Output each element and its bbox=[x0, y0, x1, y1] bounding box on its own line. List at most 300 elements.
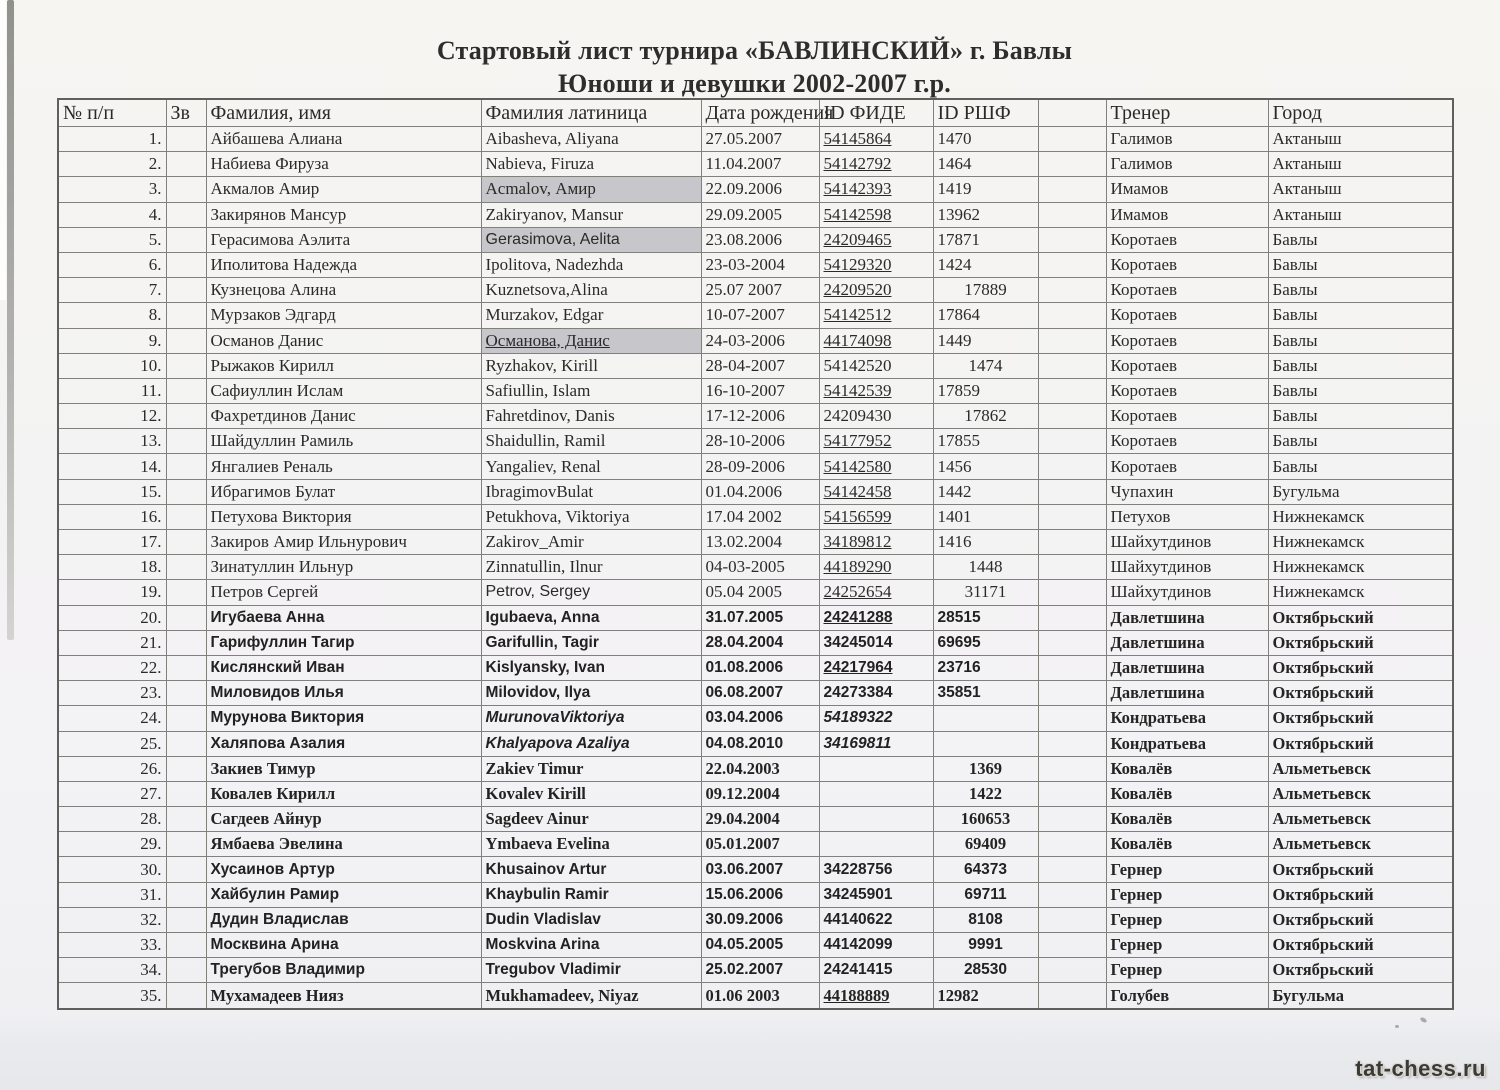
player-latin-name-cell: Zakiev Timur bbox=[481, 756, 701, 781]
player-name-cell: Иполитова Надежда bbox=[206, 252, 481, 277]
fide-id-cell: 54142512 bbox=[819, 303, 933, 328]
rank-cell bbox=[166, 152, 206, 177]
trainer-cell: Кондратьева bbox=[1106, 706, 1268, 731]
fide-id-cell: 54189322 bbox=[819, 706, 933, 731]
trainer-cell: Галимов bbox=[1106, 152, 1268, 177]
player-name-cell: Шайдуллин Рамиль bbox=[206, 429, 481, 454]
rank-cell bbox=[166, 252, 206, 277]
city-cell: Бугульма bbox=[1268, 983, 1453, 1009]
empty-cell bbox=[1038, 630, 1106, 655]
rank-cell bbox=[166, 832, 206, 857]
birth-date-cell: 01.08.2006 bbox=[701, 655, 819, 680]
birth-date-cell: 03.04.2006 bbox=[701, 706, 819, 731]
player-row bbox=[58, 907, 1453, 932]
player-latin-name-cell: Safiullin, Islam bbox=[481, 378, 701, 403]
rshf-id-cell bbox=[933, 706, 1038, 731]
city-cell: Нижнекамск bbox=[1268, 530, 1453, 555]
fide-id-cell: 44140622 bbox=[819, 907, 933, 932]
birth-date-cell: 24-03-2006 bbox=[701, 328, 819, 353]
fide-id-cell: 44174098 bbox=[819, 328, 933, 353]
header-cell-7 bbox=[1038, 99, 1106, 127]
header-cell-9: Город bbox=[1268, 99, 1453, 127]
birth-date-cell: 09.12.2004 bbox=[701, 781, 819, 806]
empty-cell bbox=[1038, 706, 1106, 731]
row-number-cell: 27. bbox=[58, 781, 166, 806]
player-row bbox=[58, 429, 1453, 454]
row-number-cell: 22. bbox=[58, 655, 166, 680]
row-number-cell: 31. bbox=[58, 882, 166, 907]
rank-cell bbox=[166, 378, 206, 403]
birth-date-cell: 05.04 2005 bbox=[701, 580, 819, 605]
row-number-cell: 18. bbox=[58, 555, 166, 580]
rank-cell bbox=[166, 580, 206, 605]
rshf-id-cell: 1464 bbox=[933, 152, 1038, 177]
player-row bbox=[58, 857, 1453, 882]
rshf-id-cell: 1456 bbox=[933, 454, 1038, 479]
player-row bbox=[58, 681, 1453, 706]
header-cell-6: ID РШФ bbox=[933, 99, 1038, 127]
player-name-cell: Москвина Арина bbox=[206, 933, 481, 958]
player-name-cell: Кузнецова Алина bbox=[206, 278, 481, 303]
rshf-id-cell: 17859 bbox=[933, 378, 1038, 403]
empty-cell bbox=[1038, 807, 1106, 832]
rank-cell bbox=[166, 706, 206, 731]
city-cell: Альметьевск bbox=[1268, 807, 1453, 832]
fide-id-cell: 24241288 bbox=[819, 605, 933, 630]
city-cell: Бугульма bbox=[1268, 479, 1453, 504]
rank-cell bbox=[166, 781, 206, 806]
row-number-cell: 35. bbox=[58, 983, 166, 1009]
table-header-row bbox=[58, 99, 1453, 127]
player-name-cell: Халяпова Азалия bbox=[206, 731, 481, 756]
fide-id-cell: 24252654 bbox=[819, 580, 933, 605]
player-latin-name-cell: Shaidullin, Ramil bbox=[481, 429, 701, 454]
rshf-id-cell: 12982 bbox=[933, 983, 1038, 1009]
player-latin-name-cell: Khaybulin Ramir bbox=[481, 882, 701, 907]
empty-cell bbox=[1038, 429, 1106, 454]
empty-cell bbox=[1038, 681, 1106, 706]
row-number-cell: 32. bbox=[58, 907, 166, 932]
trainer-cell: Гернер bbox=[1106, 958, 1268, 983]
trainer-cell: Шайхутдинов bbox=[1106, 555, 1268, 580]
rshf-id-cell: 17889 bbox=[933, 278, 1038, 303]
birth-date-cell: 15.06.2006 bbox=[701, 882, 819, 907]
fide-id-cell: 54142393 bbox=[819, 177, 933, 202]
fide-id-cell: 34245014 bbox=[819, 630, 933, 655]
player-latin-name-cell: MurunovaViktoriya bbox=[481, 706, 701, 731]
city-cell: Бавлы bbox=[1268, 378, 1453, 403]
trainer-cell: Коротаев bbox=[1106, 429, 1268, 454]
player-row bbox=[58, 958, 1453, 983]
row-number-cell: 25. bbox=[58, 731, 166, 756]
empty-cell bbox=[1038, 832, 1106, 857]
row-number-cell: 28. bbox=[58, 807, 166, 832]
player-row bbox=[58, 605, 1453, 630]
player-name-cell: Янгалиев Реналь bbox=[206, 454, 481, 479]
city-cell: Бавлы bbox=[1268, 353, 1453, 378]
fide-id-cell: 24209430 bbox=[819, 404, 933, 429]
rank-cell bbox=[166, 303, 206, 328]
player-row bbox=[58, 177, 1453, 202]
rshf-id-cell: 35851 bbox=[933, 681, 1038, 706]
fide-id-cell bbox=[819, 807, 933, 832]
trainer-cell: Ковалёв bbox=[1106, 807, 1268, 832]
birth-date-cell: 03.06.2007 bbox=[701, 857, 819, 882]
player-latin-name-cell: Ymbaeva Evelina bbox=[481, 832, 701, 857]
row-number-cell: 2. bbox=[58, 152, 166, 177]
player-latin-name-cell: Mukhamadeev, Niyaz bbox=[481, 983, 701, 1009]
rshf-id-cell bbox=[933, 731, 1038, 756]
player-latin-name-cell: Acmalov, Амир bbox=[481, 177, 701, 202]
rank-cell bbox=[166, 630, 206, 655]
document-title bbox=[57, 34, 1452, 100]
rank-cell bbox=[166, 731, 206, 756]
rshf-id-cell: 31171 bbox=[933, 580, 1038, 605]
city-cell: Октябрьский bbox=[1268, 605, 1453, 630]
trainer-cell: Чупахин bbox=[1106, 479, 1268, 504]
row-number-cell: 17. bbox=[58, 530, 166, 555]
rshf-id-cell: 160653 bbox=[933, 807, 1038, 832]
city-cell: Нижнекамск bbox=[1268, 504, 1453, 529]
row-number-cell: 15. bbox=[58, 479, 166, 504]
player-name-cell: Закиров Амир Ильнурович bbox=[206, 530, 481, 555]
birth-date-cell: 13.02.2004 bbox=[701, 530, 819, 555]
fide-id-cell: 54177952 bbox=[819, 429, 933, 454]
trainer-cell: Давлетшина bbox=[1106, 630, 1268, 655]
rshf-id-cell: 17862 bbox=[933, 404, 1038, 429]
empty-cell bbox=[1038, 177, 1106, 202]
empty-cell bbox=[1038, 378, 1106, 403]
trainer-cell: Коротаев bbox=[1106, 252, 1268, 277]
player-latin-name-cell: Garifullin, Tagir bbox=[481, 630, 701, 655]
empty-cell bbox=[1038, 933, 1106, 958]
trainer-cell: Ковалёв bbox=[1106, 756, 1268, 781]
city-cell: Бавлы bbox=[1268, 429, 1453, 454]
player-row bbox=[58, 882, 1453, 907]
player-row bbox=[58, 807, 1453, 832]
rshf-id-cell: 17864 bbox=[933, 303, 1038, 328]
player-latin-name-cell: Zinnatullin, Ilnur bbox=[481, 555, 701, 580]
rank-cell bbox=[166, 202, 206, 227]
player-name-cell: Петров Сергей bbox=[206, 580, 481, 605]
city-cell: Октябрьский bbox=[1268, 933, 1453, 958]
row-number-cell: 21. bbox=[58, 630, 166, 655]
birth-date-cell: 23-03-2004 bbox=[701, 252, 819, 277]
rank-cell bbox=[166, 353, 206, 378]
player-name-cell: Сафиуллин Ислам bbox=[206, 378, 481, 403]
player-name-cell: Гарифуллин Тагир bbox=[206, 630, 481, 655]
player-name-cell: Ибрагимов Булат bbox=[206, 479, 481, 504]
rank-cell bbox=[166, 479, 206, 504]
birth-date-cell: 01.04.2006 bbox=[701, 479, 819, 504]
player-latin-name-cell: Petrov, Sergey bbox=[481, 580, 701, 605]
birth-date-cell: 28-04-2007 bbox=[701, 353, 819, 378]
title-line-1: Стартовый лист турнира «БАВЛИНСКИЙ» г. Бавлы bbox=[436, 36, 1073, 65]
rshf-id-cell: 1470 bbox=[933, 127, 1038, 152]
fide-id-cell: 24209520 bbox=[819, 278, 933, 303]
city-cell: Октябрьский bbox=[1268, 882, 1453, 907]
empty-cell bbox=[1038, 781, 1106, 806]
city-cell: Альметьевск bbox=[1268, 781, 1453, 806]
fide-id-cell bbox=[819, 756, 933, 781]
rshf-id-cell: 8108 bbox=[933, 907, 1038, 932]
rank-cell bbox=[166, 127, 206, 152]
trainer-cell: Имамов bbox=[1106, 177, 1268, 202]
city-cell: Бавлы bbox=[1268, 404, 1453, 429]
rshf-id-cell: 64373 bbox=[933, 857, 1038, 882]
rank-cell bbox=[166, 429, 206, 454]
birth-date-cell: 25.07 2007 bbox=[701, 278, 819, 303]
trainer-cell: Гернер bbox=[1106, 882, 1268, 907]
rshf-id-cell: 1419 bbox=[933, 177, 1038, 202]
city-cell: Актаныш bbox=[1268, 152, 1453, 177]
player-name-cell: Кислянский Иван bbox=[206, 655, 481, 680]
trainer-cell: Ковалёв bbox=[1106, 832, 1268, 857]
trainer-cell: Петухов bbox=[1106, 504, 1268, 529]
player-latin-name-cell: Ryzhakov, Kirill bbox=[481, 353, 701, 378]
rank-cell bbox=[166, 278, 206, 303]
city-cell: Нижнекамск bbox=[1268, 555, 1453, 580]
row-number-cell: 13. bbox=[58, 429, 166, 454]
rshf-id-cell: 28515 bbox=[933, 605, 1038, 630]
empty-cell bbox=[1038, 907, 1106, 932]
player-row bbox=[58, 504, 1453, 529]
fide-id-cell: 34189812 bbox=[819, 530, 933, 555]
player-row bbox=[58, 202, 1453, 227]
city-cell: Октябрьский bbox=[1268, 958, 1453, 983]
player-latin-name-cell: IbragimovBulat bbox=[481, 479, 701, 504]
row-number-cell: 14. bbox=[58, 454, 166, 479]
birth-date-cell: 28-10-2006 bbox=[701, 429, 819, 454]
row-number-cell: 26. bbox=[58, 756, 166, 781]
empty-cell bbox=[1038, 530, 1106, 555]
birth-date-cell: 25.02.2007 bbox=[701, 958, 819, 983]
rank-cell bbox=[166, 958, 206, 983]
fide-id-cell: 54142539 bbox=[819, 378, 933, 403]
city-cell: Бавлы bbox=[1268, 278, 1453, 303]
trainer-cell: Коротаев bbox=[1106, 227, 1268, 252]
birth-date-cell: 10-07-2007 bbox=[701, 303, 819, 328]
fide-id-cell: 44189290 bbox=[819, 555, 933, 580]
empty-cell bbox=[1038, 202, 1106, 227]
rank-cell bbox=[166, 907, 206, 932]
row-number-cell: 11. bbox=[58, 378, 166, 403]
empty-cell bbox=[1038, 983, 1106, 1009]
birth-date-cell: 27.05.2007 bbox=[701, 127, 819, 152]
rank-cell bbox=[166, 756, 206, 781]
player-row bbox=[58, 152, 1453, 177]
row-number-cell: 34. bbox=[58, 958, 166, 983]
rshf-id-cell: 1424 bbox=[933, 252, 1038, 277]
city-cell: Октябрьский bbox=[1268, 907, 1453, 932]
player-latin-name-cell: Sagdeev Ainur bbox=[481, 807, 701, 832]
player-row bbox=[58, 983, 1453, 1009]
rank-cell bbox=[166, 882, 206, 907]
empty-cell bbox=[1038, 756, 1106, 781]
empty-cell bbox=[1038, 605, 1106, 630]
birth-date-cell: 04-03-2005 bbox=[701, 555, 819, 580]
birth-date-cell: 30.09.2006 bbox=[701, 907, 819, 932]
player-latin-name-cell: Murzakov, Edgar bbox=[481, 303, 701, 328]
player-name-cell: Хусаинов Артур bbox=[206, 857, 481, 882]
rank-cell bbox=[166, 983, 206, 1009]
empty-cell bbox=[1038, 555, 1106, 580]
city-cell: Актаныш bbox=[1268, 202, 1453, 227]
rshf-id-cell: 1449 bbox=[933, 328, 1038, 353]
player-name-cell: Ковалев Кирилл bbox=[206, 781, 481, 806]
player-latin-name-cell: Igubaeva, Anna bbox=[481, 605, 701, 630]
empty-cell bbox=[1038, 152, 1106, 177]
empty-cell bbox=[1038, 353, 1106, 378]
player-row bbox=[58, 353, 1453, 378]
scan-edge-shadow bbox=[7, 0, 14, 640]
birth-date-cell: 29.04.2004 bbox=[701, 807, 819, 832]
empty-cell bbox=[1038, 127, 1106, 152]
player-name-cell: Османов Данис bbox=[206, 328, 481, 353]
rshf-id-cell: 69409 bbox=[933, 832, 1038, 857]
fide-id-cell: 44142099 bbox=[819, 933, 933, 958]
player-latin-name-cell: Gerasimova, Aelita bbox=[481, 227, 701, 252]
row-number-cell: 6. bbox=[58, 252, 166, 277]
player-latin-name-cell: Kislyansky, Ivan bbox=[481, 655, 701, 680]
city-cell: Октябрьский bbox=[1268, 857, 1453, 882]
player-latin-name-cell: Dudin Vladislav bbox=[481, 907, 701, 932]
empty-cell bbox=[1038, 227, 1106, 252]
fide-id-cell: 54142598 bbox=[819, 202, 933, 227]
city-cell: Бавлы bbox=[1268, 454, 1453, 479]
city-cell: Бавлы bbox=[1268, 328, 1453, 353]
player-latin-name-cell: Aibasheva, Aliyana bbox=[481, 127, 701, 152]
player-name-cell: Набиева Фируза bbox=[206, 152, 481, 177]
player-latin-name-cell: Fahretdinov, Danis bbox=[481, 404, 701, 429]
rank-cell bbox=[166, 681, 206, 706]
trainer-cell: Давлетшина bbox=[1106, 605, 1268, 630]
empty-cell bbox=[1038, 958, 1106, 983]
trainer-cell: Коротаев bbox=[1106, 378, 1268, 403]
city-cell: Октябрьский bbox=[1268, 681, 1453, 706]
rank-cell bbox=[166, 328, 206, 353]
player-row bbox=[58, 404, 1453, 429]
empty-cell bbox=[1038, 454, 1106, 479]
header-cell-3: Фамилия латиница bbox=[481, 99, 701, 127]
birth-date-cell: 06.08.2007 bbox=[701, 681, 819, 706]
trainer-cell: Гернер bbox=[1106, 857, 1268, 882]
empty-cell bbox=[1038, 504, 1106, 529]
player-latin-name-cell: Milovidov, Ilya bbox=[481, 681, 701, 706]
player-row bbox=[58, 781, 1453, 806]
empty-cell bbox=[1038, 328, 1106, 353]
player-name-cell: Миловидов Илья bbox=[206, 681, 481, 706]
fide-id-cell bbox=[819, 832, 933, 857]
row-number-cell: 4. bbox=[58, 202, 166, 227]
header-cell-5: ID ФИДЕ bbox=[819, 99, 933, 127]
fide-id-cell: 24209465 bbox=[819, 227, 933, 252]
birth-date-cell: 23.08.2006 bbox=[701, 227, 819, 252]
birth-date-cell: 01.06 2003 bbox=[701, 983, 819, 1009]
player-latin-name-cell: Ipolitova, Nadezhda bbox=[481, 252, 701, 277]
birth-date-cell: 16-10-2007 bbox=[701, 378, 819, 403]
player-latin-name-cell: Kuznetsova,Alina bbox=[481, 278, 701, 303]
row-number-cell: 5. bbox=[58, 227, 166, 252]
fide-id-cell bbox=[819, 781, 933, 806]
city-cell: Актаныш bbox=[1268, 127, 1453, 152]
birth-date-cell: 29.09.2005 bbox=[701, 202, 819, 227]
header-cell-2: Фамилия, имя bbox=[206, 99, 481, 127]
header-cell-1: Зв bbox=[166, 99, 206, 127]
fide-id-cell: 44188889 bbox=[819, 983, 933, 1009]
player-latin-name-cell: Zakiryanov, Mansur bbox=[481, 202, 701, 227]
trainer-cell: Коротаев bbox=[1106, 328, 1268, 353]
empty-cell bbox=[1038, 580, 1106, 605]
empty-cell bbox=[1038, 857, 1106, 882]
row-number-cell: 8. bbox=[58, 303, 166, 328]
empty-cell bbox=[1038, 278, 1106, 303]
header-cell-8: Тренер bbox=[1106, 99, 1268, 127]
player-name-cell: Мухамадеев Нияз bbox=[206, 983, 481, 1009]
birth-date-cell: 11.04.2007 bbox=[701, 152, 819, 177]
trainer-cell: Коротаев bbox=[1106, 278, 1268, 303]
rank-cell bbox=[166, 177, 206, 202]
fide-id-cell: 24273384 bbox=[819, 681, 933, 706]
header-cell-0: № п/п bbox=[58, 99, 166, 127]
rshf-id-cell: 17871 bbox=[933, 227, 1038, 252]
title-line-2: Юноши и девушки 2002-2007 г.р. bbox=[558, 69, 951, 98]
row-number-cell: 16. bbox=[58, 504, 166, 529]
fide-id-cell: 34169811 bbox=[819, 731, 933, 756]
rshf-id-cell: 13962 bbox=[933, 202, 1038, 227]
player-row bbox=[58, 933, 1453, 958]
row-number-cell: 20. bbox=[58, 605, 166, 630]
header-cell-4: Дата рождения bbox=[701, 99, 819, 127]
player-name-cell: Фахретдинов Данис bbox=[206, 404, 481, 429]
trainer-cell: Шайхутдинов bbox=[1106, 580, 1268, 605]
birth-date-cell: 28-09-2006 bbox=[701, 454, 819, 479]
trainer-cell: Шайхутдинов bbox=[1106, 530, 1268, 555]
rshf-id-cell: 9991 bbox=[933, 933, 1038, 958]
player-name-cell: Герасимова Аэлита bbox=[206, 227, 481, 252]
player-row bbox=[58, 127, 1453, 152]
rank-cell bbox=[166, 454, 206, 479]
rank-cell bbox=[166, 857, 206, 882]
city-cell: Бавлы bbox=[1268, 227, 1453, 252]
player-row bbox=[58, 328, 1453, 353]
trainer-cell: Галимов bbox=[1106, 127, 1268, 152]
player-row bbox=[58, 252, 1453, 277]
empty-cell bbox=[1038, 731, 1106, 756]
player-name-cell: Игубаева Анна bbox=[206, 605, 481, 630]
fide-id-cell: 34245901 bbox=[819, 882, 933, 907]
trainer-cell: Имамов bbox=[1106, 202, 1268, 227]
city-cell: Бавлы bbox=[1268, 303, 1453, 328]
scan-edge-highlight bbox=[0, 0, 6, 300]
city-cell: Октябрьский bbox=[1268, 731, 1453, 756]
player-name-cell: Закирянов Мансур bbox=[206, 202, 481, 227]
player-row bbox=[58, 630, 1453, 655]
player-row bbox=[58, 655, 1453, 680]
player-row bbox=[58, 530, 1453, 555]
empty-cell bbox=[1038, 479, 1106, 504]
rank-cell bbox=[166, 605, 206, 630]
player-row bbox=[58, 227, 1453, 252]
player-latin-name-cell: Moskvina Arina bbox=[481, 933, 701, 958]
player-row bbox=[58, 832, 1453, 857]
player-row bbox=[58, 278, 1453, 303]
rshf-id-cell: 1416 bbox=[933, 530, 1038, 555]
trainer-cell: Коротаев bbox=[1106, 303, 1268, 328]
rshf-id-cell: 17855 bbox=[933, 429, 1038, 454]
rshf-id-cell: 1442 bbox=[933, 479, 1038, 504]
empty-cell bbox=[1038, 303, 1106, 328]
